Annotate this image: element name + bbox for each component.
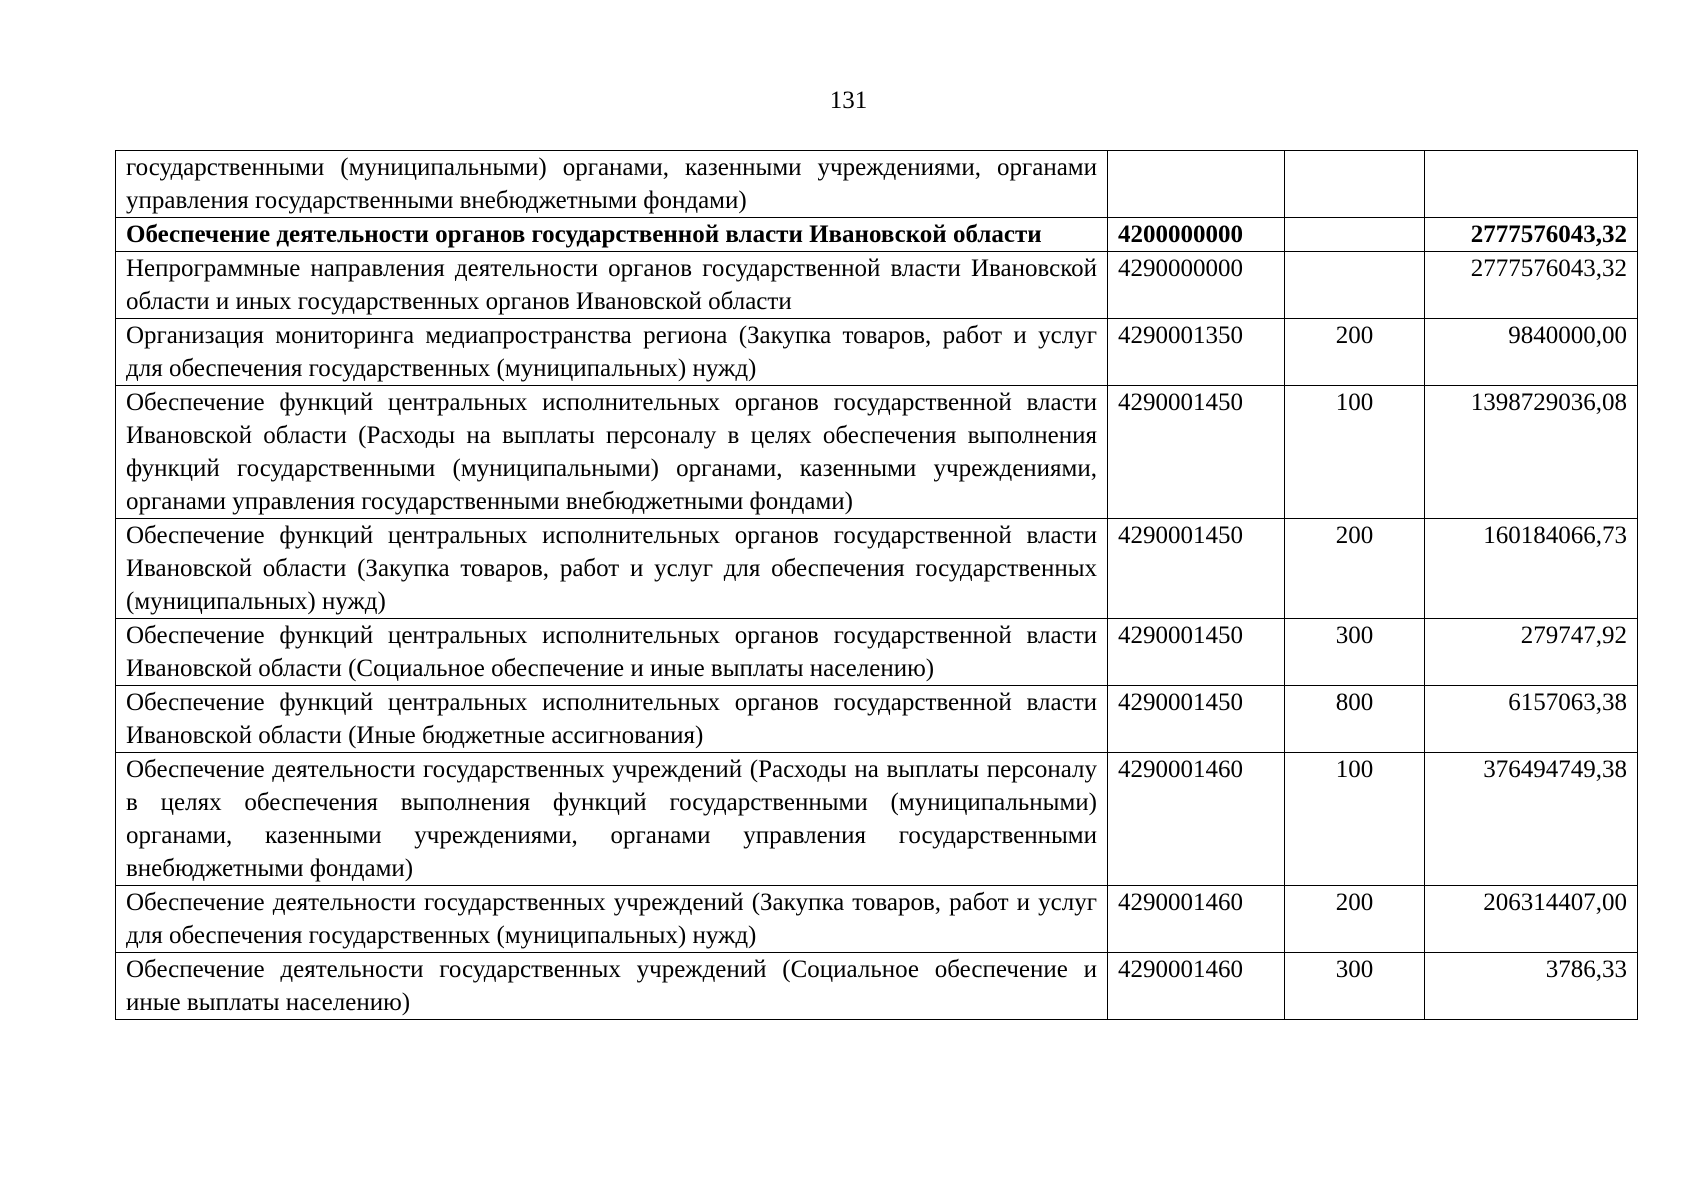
table-row	[116, 218, 1638, 252]
row-amount: 160184066,73	[1425, 519, 1638, 619]
row-amount: 206314407,00	[1425, 886, 1638, 953]
table-row	[116, 953, 1638, 1020]
row-target-code: 4290001460	[1108, 886, 1285, 953]
row-expense-type: 800	[1285, 686, 1425, 753]
row-description: Обеспечение деятельности государственных учреждений (Расходы на выплаты персоналу в целях обеспечения выполнения функций государственными (муниципальными) органами, казенными учреждениями, органами управления государственными внебюджетными фондами)	[116, 753, 1108, 886]
row-description: Обеспечение функций центральных исполнительных органов государственной власти Ивановской области (Закупка товаров, работ и услуг для обеспечения государственных (муниципальных) нужд)	[116, 519, 1108, 619]
row-target-code: 4200000000	[1108, 218, 1285, 252]
row-amount: 1398729036,08	[1425, 386, 1638, 519]
table-row	[116, 151, 1638, 218]
row-amount: 2777576043,32	[1425, 218, 1638, 252]
row-target-code	[1108, 151, 1285, 218]
row-expense-type: 100	[1285, 386, 1425, 519]
budget-table-body	[116, 151, 1638, 1020]
row-target-code: 4290000000	[1108, 252, 1285, 319]
row-description: Обеспечение функций центральных исполнительных органов государственной власти Ивановской области (Иные бюджетные ассигнования)	[116, 686, 1108, 753]
row-target-code: 4290001460	[1108, 953, 1285, 1020]
row-amount: 279747,92	[1425, 619, 1638, 686]
row-amount: 376494749,38	[1425, 753, 1638, 886]
table-row	[116, 753, 1638, 886]
row-expense-type: 100	[1285, 753, 1425, 886]
table-row	[116, 519, 1638, 619]
row-target-code: 4290001450	[1108, 386, 1285, 519]
row-description: Организация мониторинга медиапространства региона (Закупка товаров, работ и услуг для обеспечения государственных (муниципальных) нужд)	[116, 319, 1108, 386]
row-target-code: 4290001450	[1108, 519, 1285, 619]
row-amount: 3786,33	[1425, 953, 1638, 1020]
row-expense-type	[1285, 151, 1425, 218]
row-description: Обеспечение деятельности государственных учреждений (Закупка товаров, работ и услуг для обеспечения государственных (муниципальных) нужд)	[116, 886, 1108, 953]
row-target-code: 4290001350	[1108, 319, 1285, 386]
row-description: государственными (муниципальными) органами, казенными учреждениями, органами управления государственными внебюджетными фондами)	[116, 151, 1108, 218]
table-row	[116, 886, 1638, 953]
row-amount: 2777576043,32	[1425, 252, 1638, 319]
row-target-code: 4290001450	[1108, 686, 1285, 753]
row-description: Обеспечение функций центральных исполнительных органов государственной власти Ивановской области (Расходы на выплаты персоналу в целях обеспечения выполнения функций государственными (муниципальными) органами, казенными учреждениями, органами управления государственными внебюджетными фондами)	[116, 386, 1108, 519]
row-description: Непрограммные направления деятельности органов государственной власти Ивановской области и иных государственных органов Ивановской области	[116, 252, 1108, 319]
row-description: Обеспечение функций центральных исполнительных органов государственной власти Ивановской области (Социальное обеспечение и иные выплаты населению)	[116, 619, 1108, 686]
row-amount: 6157063,38	[1425, 686, 1638, 753]
row-expense-type: 200	[1285, 886, 1425, 953]
row-expense-type: 300	[1285, 953, 1425, 1020]
page-number: 131	[829, 87, 868, 114]
row-expense-type: 200	[1285, 319, 1425, 386]
row-expense-type	[1285, 252, 1425, 319]
row-amount	[1425, 151, 1638, 218]
row-expense-type	[1285, 218, 1425, 252]
row-expense-type: 200	[1285, 519, 1425, 619]
row-amount: 9840000,00	[1425, 319, 1638, 386]
row-target-code: 4290001460	[1108, 753, 1285, 886]
row-expense-type: 300	[1285, 619, 1425, 686]
table-row	[116, 252, 1638, 319]
budget-table	[115, 150, 1638, 1020]
table-row	[116, 319, 1638, 386]
table-row	[116, 686, 1638, 753]
row-description: Обеспечение деятельности государственных учреждений (Социальное обеспечение и иные выплаты населению)	[116, 953, 1108, 1020]
table-row	[116, 619, 1638, 686]
row-target-code: 4290001450	[1108, 619, 1285, 686]
row-description: Обеспечение деятельности органов государственной власти Ивановской области	[116, 218, 1108, 252]
table-row	[116, 386, 1638, 519]
